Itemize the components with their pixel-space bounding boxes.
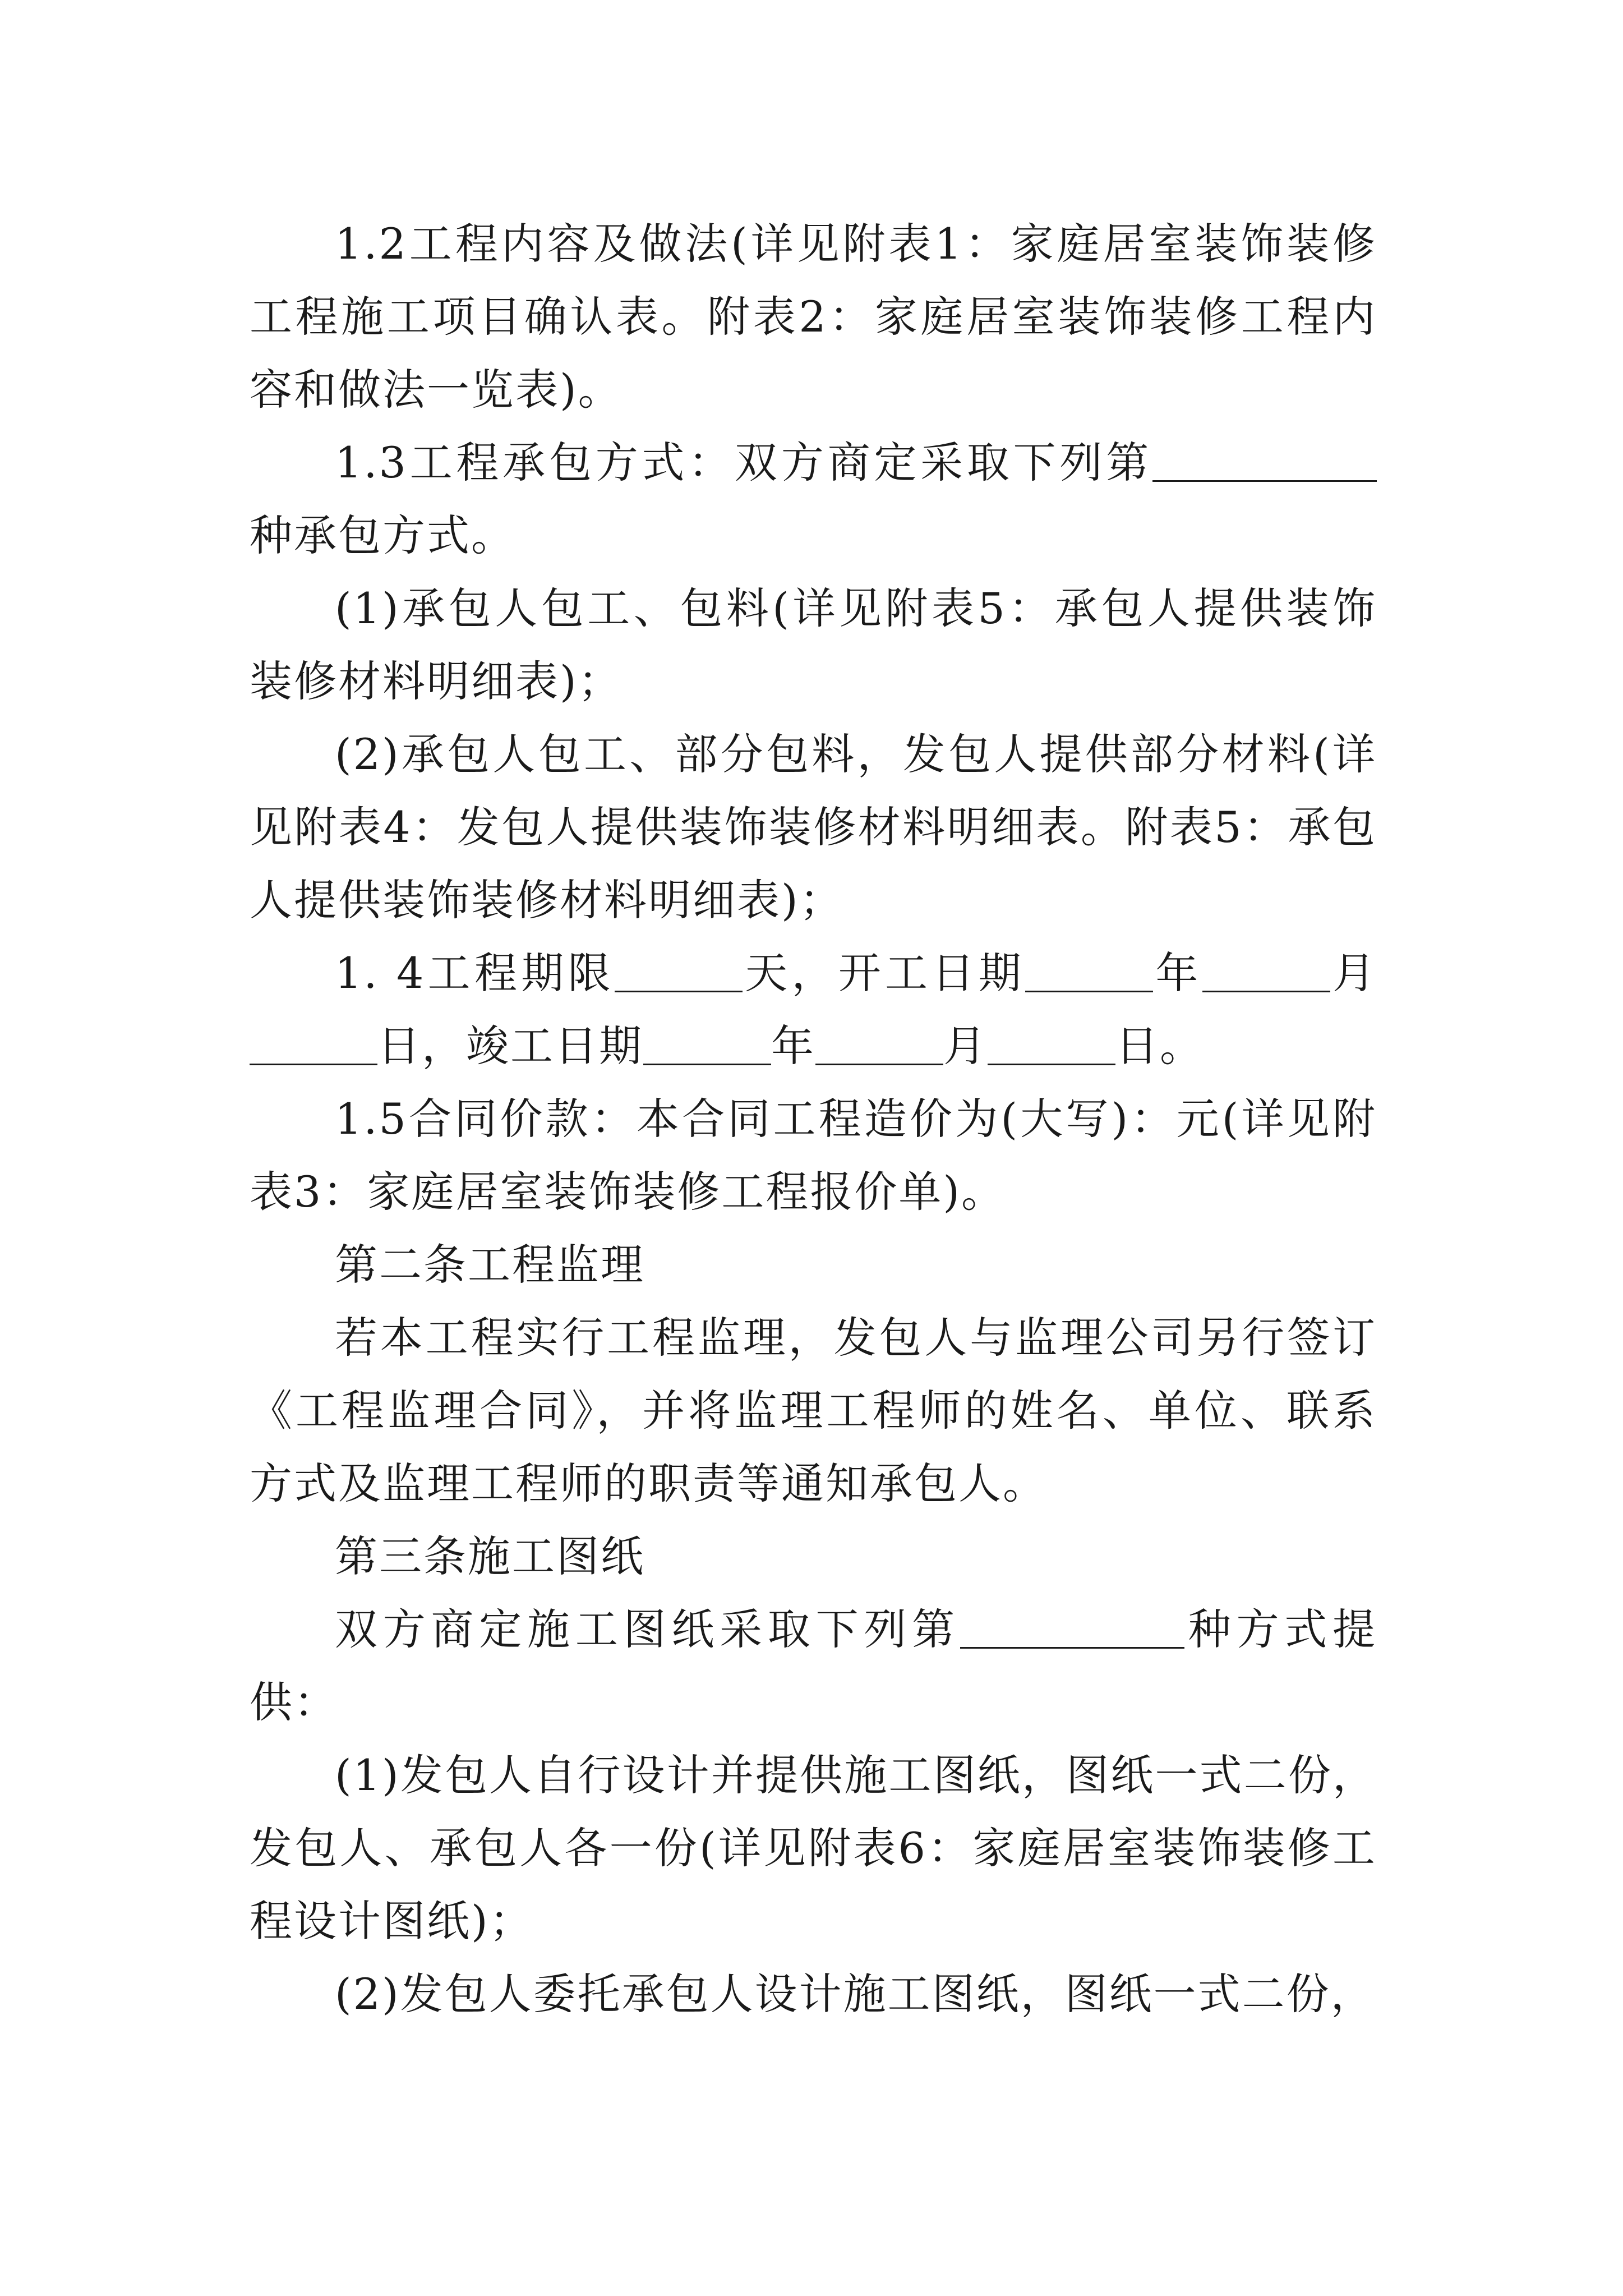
text-run: (1)承包人包工、包料(详见附表5：承包人提供装饰装修材料明细表)；	[250, 583, 1377, 706]
fill-in-blank	[250, 1020, 377, 1065]
paragraph	[250, 1301, 1377, 1520]
document-body	[250, 208, 1377, 2031]
text-run: 月	[943, 1021, 988, 1071]
text-run: 种方式提供：	[250, 1604, 1377, 1727]
fill-in-blank	[1152, 436, 1377, 482]
text-run: (2)发包人委托承包人设计施工图纸，图纸一式二份，	[335, 1969, 1375, 2019]
text-run: 第三条施工图纸	[335, 1531, 645, 1581]
text-run: 第二条工程监理	[335, 1240, 645, 1290]
text-run: 1. 4工程期限	[335, 948, 615, 998]
section-heading	[250, 1520, 1377, 1593]
fill-in-blank	[1202, 947, 1330, 992]
paragraph	[250, 718, 1377, 937]
fill-in-blank	[815, 1020, 943, 1065]
fill-in-blank	[988, 1020, 1115, 1065]
paragraph	[250, 1958, 1377, 2031]
text-run: 日。	[1115, 1021, 1204, 1071]
section-heading	[250, 1228, 1377, 1301]
fill-in-blank	[643, 1020, 771, 1065]
paragraph	[250, 1739, 1377, 1958]
paragraph	[250, 1593, 1377, 1739]
text-run: 1.5合同价款：本合同工程造价为(大写)：元(详见附表3：家庭居室装饰装修工程报价单)。	[250, 1094, 1377, 1217]
text-run: 天，开工日期	[742, 948, 1026, 998]
text-run: 双方商定施工图纸采取下列第	[335, 1604, 960, 1654]
text-run: (2)承包人包工、部分包料，发包人提供部分材料(详见附表4：发包人提供装饰装修材料明细表。附表5：承包人提供装饰装修材料明细表)；	[250, 729, 1377, 925]
paragraph	[250, 1083, 1377, 1228]
text-run: 若本工程实行工程监理，发包人与监理公司另行签订《工程监理合同》，并将监理工程师的姓名、单位、联系方式及监理工程师的职责等通知承包人。	[250, 1313, 1377, 1508]
paragraph	[250, 208, 1377, 426]
paragraph	[250, 426, 1377, 572]
fill-in-blank	[615, 947, 743, 992]
text-run: 月	[1330, 948, 1377, 998]
text-run: 1.3工程承包方式：双方商定采取下列第	[335, 438, 1152, 487]
text-run: (1)发包人自行设计并提供施工图纸，图纸一式二份，发包人、承包人各一份(详见附表6：家庭居室装饰装修工程设计图纸)；	[250, 1750, 1377, 1946]
text-run: 种承包方式。	[250, 510, 515, 560]
paragraph	[250, 937, 1377, 1083]
text-run: 1.2工程内容及做法(详见附表1：家庭居室装饰装修工程施工项目确认表。附表2：家庭居室装饰装修工程内容和做法一览表)。	[250, 219, 1377, 415]
text-run: 日，竣工日期	[377, 1021, 643, 1071]
text-run: 年	[771, 1021, 815, 1071]
fill-in-blank	[1025, 947, 1153, 992]
paragraph	[250, 572, 1377, 718]
fill-in-blank	[960, 1603, 1184, 1649]
text-run: 年	[1153, 948, 1202, 998]
